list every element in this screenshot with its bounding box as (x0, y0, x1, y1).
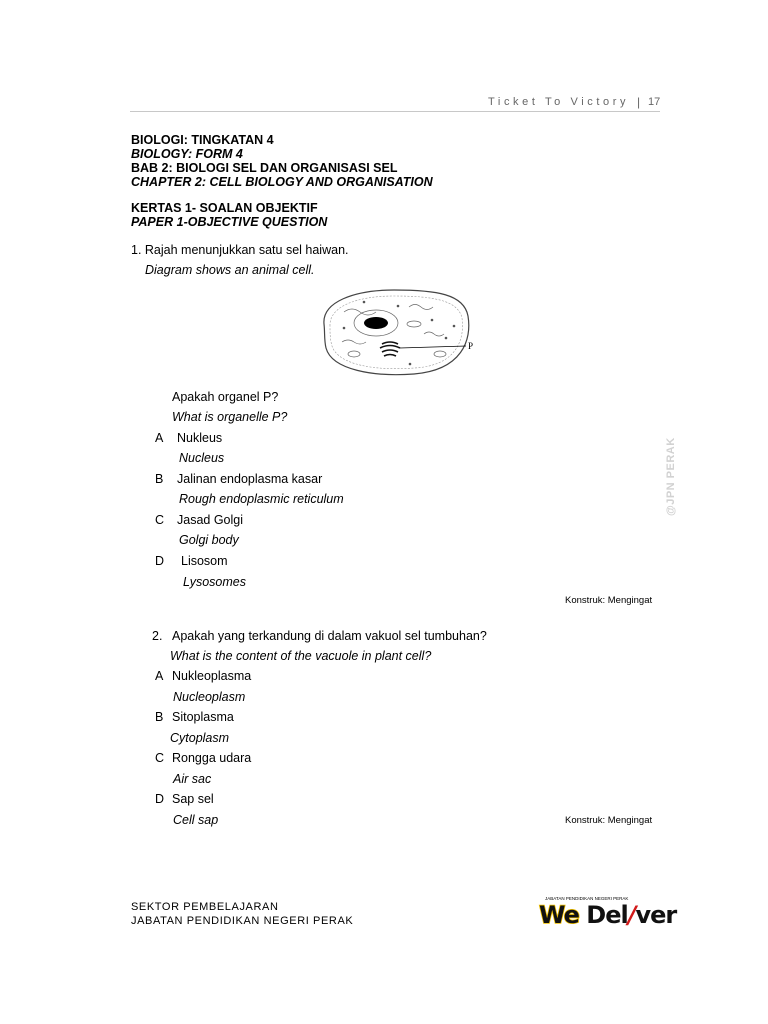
header-separator: | (637, 95, 641, 109)
footer-department: JABATAN PENDIDIKAN NEGERI PERAK (131, 915, 354, 927)
heading-subject-en: BIOLOGY: FORM 4 (131, 147, 243, 161)
q2-option-d-en: Cell sap (173, 813, 219, 827)
q2-text-ms: Apakah yang terkandung di dalam vakuol sel tumbuhan? (172, 629, 487, 643)
q1-option-d-en: Lysosomes (183, 575, 246, 589)
q2-option-a-letter: A (155, 669, 164, 683)
q1-option-c-en: Golgi body (179, 533, 239, 547)
q1-option-a-letter: A (155, 431, 164, 445)
q2-option-c-ms: Rongga udara (172, 751, 252, 765)
q1-option-b-ms: Jalinan endoplasma kasar (177, 472, 323, 486)
q1-option-a-en: Nucleus (179, 451, 225, 465)
q1-option-a-ms: Nukleus (177, 431, 223, 445)
q1-option-d-letter: D (155, 554, 165, 568)
q2-option-d-letter: D (155, 792, 165, 806)
logo-del: Del (586, 901, 628, 929)
q2-option-c-letter: C (155, 751, 165, 765)
heading-chapter-ms: BAB 2: BIOLOGI SEL DAN ORGANISASI SEL (131, 161, 398, 175)
header-divider (130, 111, 660, 112)
q1-option-d-ms: Lisosom (181, 554, 228, 568)
q2-option-d-ms: Sap sel (172, 792, 214, 806)
diagram-label-p: P (468, 341, 474, 351)
q1-option-c-letter: C (155, 513, 165, 527)
q2-option-a-en: Nucleoplasm (173, 690, 246, 704)
q1-option-b-en: Rough endoplasmic reticulum (179, 492, 344, 506)
watermark: @JPN PERAK (665, 437, 677, 516)
q2-option-b-letter: B (155, 710, 164, 724)
animal-cell-diagram (314, 282, 484, 380)
footer-sector: SEKTOR PEMBELAJARAN (131, 901, 279, 913)
heading-paper-en: PAPER 1-OBJECTIVE QUESTION (131, 215, 328, 229)
q1-construct: Konstruk: Mengingat (565, 595, 653, 606)
q2-text-en: What is the content of the vacuole in plant cell? (170, 649, 432, 663)
page-number: 17 (648, 96, 661, 108)
q1-option-c-ms: Jasad Golgi (177, 513, 244, 527)
q2-number: 2. (152, 629, 163, 643)
q1-question-en: What is organelle P? (172, 410, 288, 424)
we-deliver-logo (539, 896, 677, 932)
heading-subject-ms: BIOLOGI: TINGKATAN 4 (131, 133, 274, 147)
heading-paper-ms: KERTAS 1- SOALAN OBJEKTIF (131, 201, 318, 215)
q2-option-c-en: Air sac (173, 772, 212, 786)
q2-construct: Konstruk: Mengingat (565, 815, 653, 826)
q2-option-a-ms: Nukleoplasma (172, 669, 252, 683)
q1-text-ms: 1. Rajah menunjukkan satu sel haiwan. (131, 243, 349, 257)
logo-slash: / (627, 901, 636, 929)
heading-chapter-en: CHAPTER 2: CELL BIOLOGY AND ORGANISATION (131, 175, 433, 189)
header-title: Ticket To Victory (488, 96, 630, 108)
logo-ver: ver (635, 901, 677, 929)
q1-text-en: Diagram shows an animal cell. (145, 263, 315, 277)
q2-option-b-ms: Sitoplasma (172, 710, 234, 724)
logo-we: We (539, 901, 579, 929)
q1-question-ms: Apakah organel P? (172, 390, 279, 404)
q2-option-b-en: Cytoplasm (170, 731, 230, 745)
q1-option-b-letter: B (155, 472, 164, 486)
logo-tagline: JABATAN PENDIDIKAN NEGERI PERAK (545, 896, 629, 901)
